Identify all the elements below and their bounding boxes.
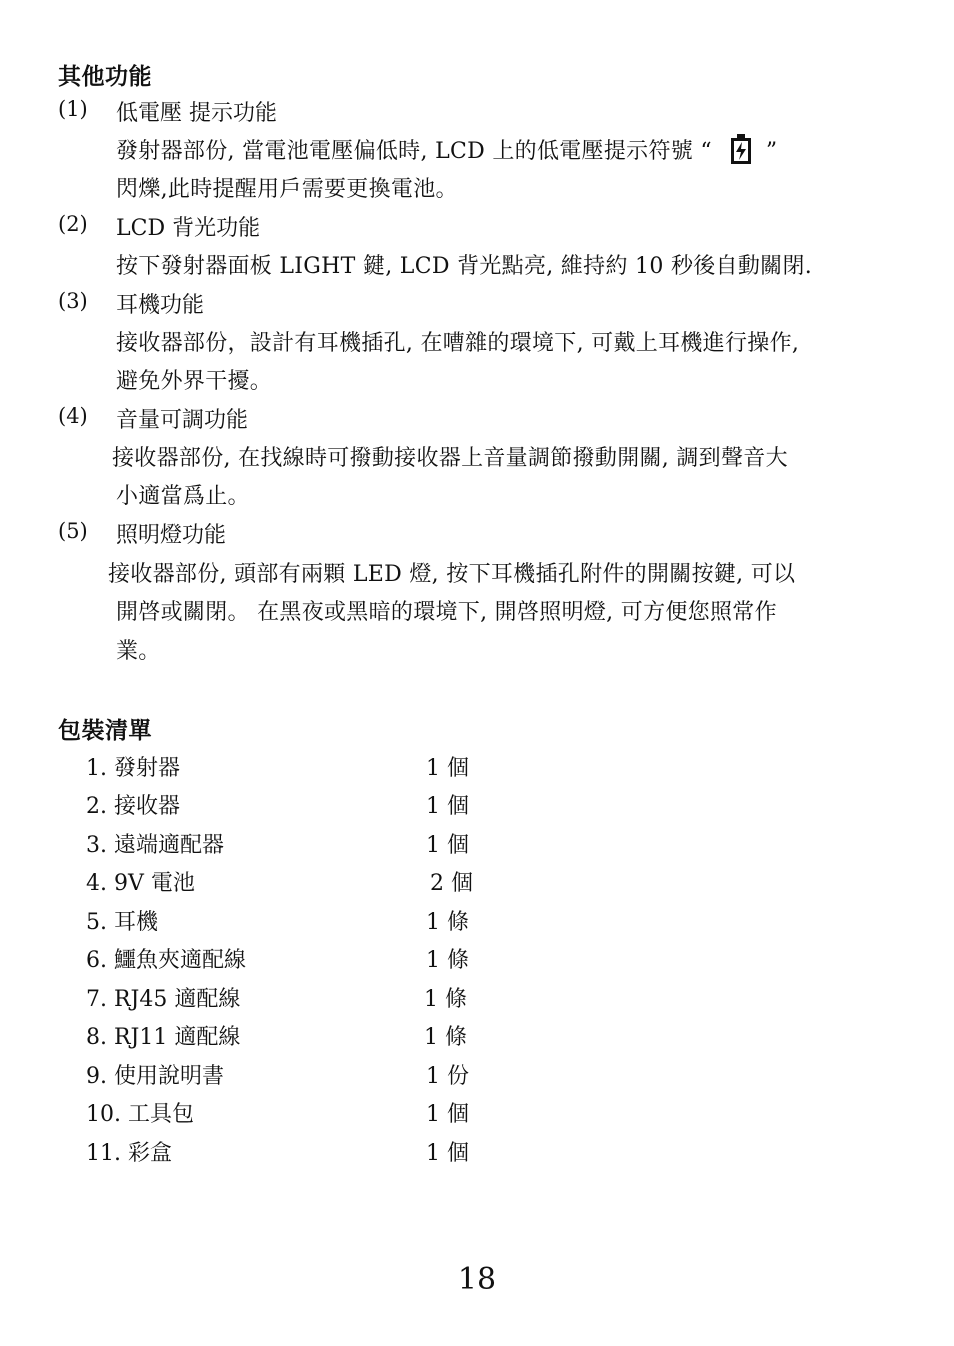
page-number: 18: [457, 1262, 497, 1297]
item-title: 耳機功能: [116, 293, 205, 318]
list-item-qty: 1 條: [424, 987, 467, 1012]
body-line: 開啓或關閉。 在黑夜或黑暗的環境下, 開啓照明燈, 可方便您照常作: [116, 600, 777, 625]
list-item-qty: 1 個: [426, 1141, 469, 1166]
body-line: 接收器部份, 在找線時可撥動接收器上音量調節撥動開關, 調到聲音大: [112, 446, 788, 471]
list-item: 2. 接收器: [86, 794, 180, 819]
item-number: (1): [58, 97, 88, 121]
body-line: 接收器部份, 頭部有兩顆 LED 燈, 按下耳機插孔附件的開關按鍵, 可以: [108, 562, 796, 587]
list-item-qty: 1 條: [426, 948, 469, 973]
list-item-qty: 1 個: [426, 794, 469, 819]
item-number: (5): [58, 519, 88, 543]
item-number: (3): [58, 289, 88, 313]
body-line: 小適當爲止。: [116, 484, 250, 509]
body-line: 業。: [116, 639, 161, 664]
text-after-icon: ”: [765, 139, 778, 164]
list-item-qty: 1 個: [426, 756, 469, 781]
text-before-icon: 發射器部份, 當電池電壓偏低時, LCD 上的低電壓提示符號 “: [116, 139, 712, 164]
list-item: 3. 遠端適配器: [86, 833, 224, 858]
list-item-qty: 1 份: [426, 1064, 469, 1089]
list-item: 9. 使用說明書: [86, 1064, 224, 1089]
list-item-qty: 2 個: [430, 871, 473, 896]
list-item: 10. 工具包: [86, 1102, 194, 1127]
list-item: 1. 發射器: [86, 756, 180, 781]
list-item: 4. 9V 電池: [86, 871, 195, 896]
body-line: [116, 134, 777, 166]
list-item: 11. 彩盒: [86, 1141, 172, 1166]
list-item-qty: 1 個: [426, 833, 469, 858]
body-line: 接收器部份，設計有耳機插孔, 在嘈雜的環境下, 可戴上耳機進行操作,: [116, 331, 800, 356]
battery-charging-icon: [730, 134, 752, 166]
body-line: 按下發射器面板 LIGHT 鍵, LCD 背光點亮, 維持約 10 秒後自動關閉.: [116, 254, 813, 279]
section-heading-packing-list: 包裝清單: [58, 718, 152, 744]
list-item: 8. RJ11 適配線: [86, 1025, 241, 1050]
list-item-qty: 1 個: [426, 1102, 469, 1127]
item-number: (4): [58, 404, 88, 428]
item-number: (2): [58, 212, 88, 236]
list-item: 7. RJ45 適配線: [86, 987, 241, 1012]
item-title: LCD 背光功能: [116, 216, 261, 241]
body-line: 避免外界干擾。: [116, 369, 273, 394]
list-item-qty: 1 條: [426, 910, 469, 935]
body-line: 閃爍,此時提醒用戶需要更換電池。: [116, 177, 458, 202]
list-item: 5. 耳機: [86, 910, 158, 935]
item-title: 照明燈功能: [116, 523, 227, 548]
list-item-qty: 1 條: [424, 1025, 467, 1050]
item-title: 低電壓 提示功能: [116, 101, 277, 126]
list-item: 6. 鱷魚夾適配線: [86, 948, 246, 973]
section-heading-other-features: 其他功能: [58, 64, 152, 90]
item-title: 音量可調功能: [116, 408, 249, 433]
